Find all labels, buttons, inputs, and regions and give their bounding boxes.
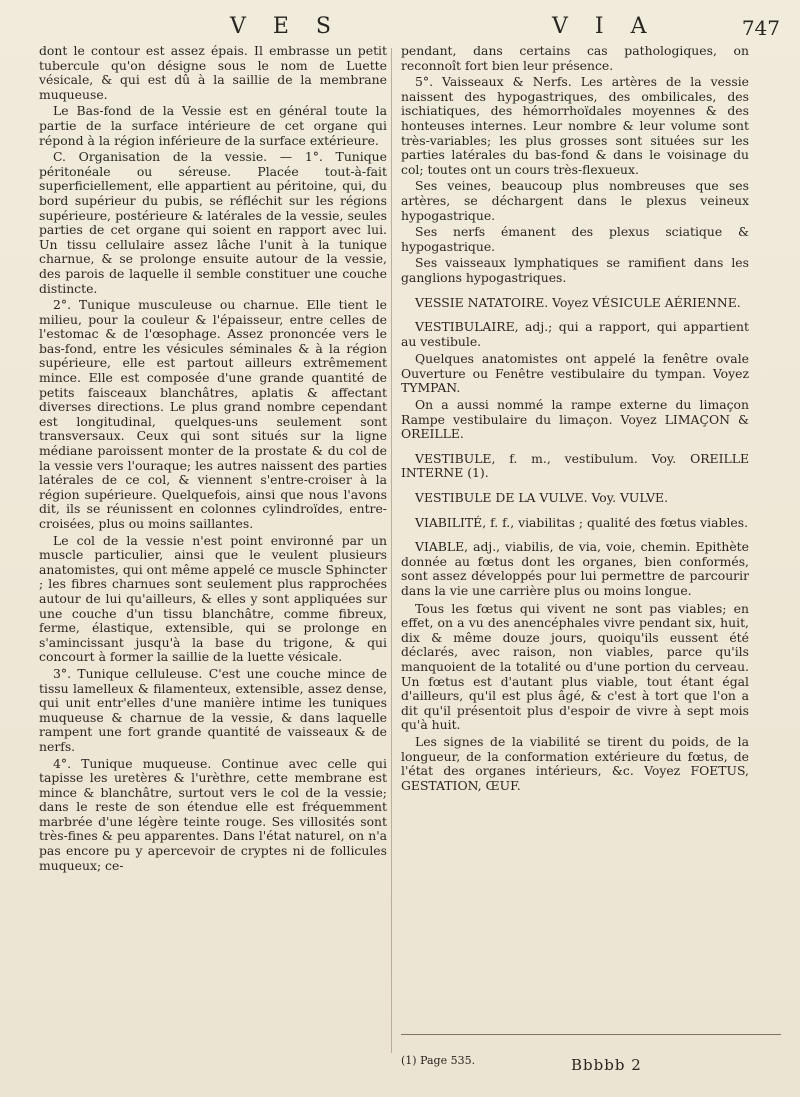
paragraph: 5°. Vaisseaux & Nerfs. Les artères de la vessie naissent des hypogastriques, des ombilicales, des ischiatiques, des hémorrhoïdales moyennes & des honteuses internes. Leur nombre & leur volume sont très-variables; les plus grosses sont situées sur les parties latérales du bas-fond & dans le voisinage du col; toutes ont un cours très-flexueux. [401,74,749,177]
dictionary-entry: VESTIBULE, f. m., vestibulum. Voy. OREILLE INTERNE (1). [401,450,749,481]
dictionary-entry: VIABILITÉ, f. f., viabilitas ; qualité des fœtus viables. [415,514,749,530]
paragraph: Quelques anatomistes ont appelé la fenêtre ovale Ouverture ou Fenêtre vestibulaire du tympan. Voyez TYMPAN. [401,351,749,396]
page-number: 747 [741,16,780,40]
paragraph: dont le contour est assez épais. Il embrasse un petit tubercule qu'on désigne sous le nom de Luette vésicale, & qui est dû à la saillie de la membrane muqueuse. [39,43,387,102]
dictionary-entry: VESTIBULAIRE, adj.; qui a rapport, qui appartient au vestibule. [401,319,749,349]
paragraph: 4°. Tunique muqueuse. Continue avec celle qui tapisse les uretères & l'urèthre, cette membrane est mince & blanchâtre, surtout vers le col de la vessie; dans le reste de son étendue elle est fréquemment marbrée d'une légère teinte rouge. Ses villosités sont très-fines & peu apparentes. Dans l'état naturel, on n'a pas encore pu y apercevoir de cryptes ni de follicules muqueux; ce- [39,755,387,873]
running-head-left: V E S [230,14,342,39]
footnote-rule [401,1034,781,1035]
dictionary-entry: VESTIBULE DE LA VULVE. Voy. VULVE. [415,490,669,506]
paragraph: Les signes de la viabilité se tirent du poids, de la longueur, de la conformation extérieure du fœtus, de l'état des organes intérieurs, &c. Voyez FOETUS, GESTATION, ŒUF. [401,733,749,793]
page-footer [401,1034,781,1084]
paragraph: C. Organisation de la vessie. — 1°. Tunique péritonéale ou séreuse. Placée tout-à-fait superficiellement, elle appartient au péritoine, qui, du bord supérieur du pubis, se réfléchit sur les régions supérieure, postérieure & latérales de la vessie, seules parties de cet organe qui soient en rapport avec lui. Un tissu cellulaire assez lâche l'unit à la tunique charnue, & se prolonge ensuite autour de la vessie, des parois de laquelle il semble constituer une couche distincte. [39,149,387,296]
paragraph: pendant, dans certains cas pathologiques, on reconnoît fort bien leur présence. [401,43,749,73]
paragraph: 3°. Tunique celluleuse. C'est une couche mince de tissu lamelleux & filamenteux, extensible, assez dense, qui unit entr'elles d'une manière intime les tuniques muqueuse & charnue de la vessie, & dans laquelle rampent une fort grande quantité de vaisseaux & de nerfs. [39,665,387,754]
footnote: (1) Page 535. [401,1054,476,1067]
printer-signature: Bbbbb 2 [571,1056,642,1074]
paragraph: Ses veines, beaucoup plus nombreuses que ses artères, se déchargent dans le plexus veineux hypogastrique. [401,178,749,223]
dictionary-entry: VIABLE, adj., viabilis, de via, voie, chemin. Epithète donnée au fœtus dont les organes, bien conformés, sont assez développés pour lui permettre de parcourir dans la vie une carrière plus ou moins longue. [401,539,749,598]
column-divider [391,48,392,1053]
dictionary-entry: VESSIE NATATOIRE. Voyez VÉSICULE AÉRIENNE. [415,294,741,310]
paragraph: Ses vaisseaux lymphatiques se ramifient dans les ganglions hypogastriques. [401,255,749,285]
paragraph: Ses nerfs émanent des plexus sciatique & hypogastrique. [401,224,749,254]
paragraph: On a aussi nommé la rampe externe du limaçon Rampe vestibulaire du limaçon. Voyez LIMAÇON & OREILLE. [401,397,749,442]
paragraph: Le Bas-fond de la Vessie est en général toute la partie de la surface intérieure de cet organe qui répond à la région inférieure de la surface extérieure. [39,103,387,148]
left-column [39,44,387,875]
running-head-right: V I A [552,14,657,39]
right-column [401,44,749,795]
paragraph: 2°. Tunique musculeuse ou charnue. Elle tient le milieu, pour la couleur & l'épaisseur, entre celles de l'estomac & de l'œsophage. Assez prononcée vers le bas-fond, entre les vésicules séminales & à la région supérieure, elle est partout ailleurs extrêmement mince. Elle est composée d'une grande quantité de petits faisceaux blanchâtres, aplatis & affectant diverses directions. Le plus grand nombre cependant est longitudinal, quelques-uns seulement sont transversaux. Ceux qui sont situés sur la ligne médiane paroissent monter de la prostate & du col de la vessie vers l'ouraque; les autres naissent des parties latérales de ce col, & viennent s'entre-croiser à la région supérieure. Quelquefois, ainsi que nous l'avons dit, ils se réunissent en colonnes cylindroïdes, entre-croisées, plus ou moins saillantes. [39,297,387,531]
paragraph: Tous les fœtus qui vivent ne sont pas viables; en effet, on a vu des anencéphales vivre pendant six, huit, dix & même douze jours, quoiqu'ils eussent été déclarés, avec raison, non viables, parce qu'ils manquoient de la totalité ou d'une portion du cerveau. Un fœtus est d'autant plus viable, tout étant égal d'ailleurs, qu'il est plus âgé, & c'est à tort que l'on a dit qu'il présentoit plus d'espoir de vivre à sept mois qu'à huit. [401,600,749,733]
paragraph: Le col de la vessie n'est point environné par un muscle particulier, ainsi que le veulent plusieurs anatomistes, qui ont même appelé ce muscle Sphincter ; les fibres charnues sont seulement plus rapprochées autour de lui qu'ailleurs, & elles y sont appliquées sur une couche d'un tissu blanchâtre, comme fibreux, ferme, élastique, extensible, qui se prolonge en s'amincissant jusqu'à la base du trigone, & qui concourt à former la saillie de la luette vésicale. [39,532,387,665]
